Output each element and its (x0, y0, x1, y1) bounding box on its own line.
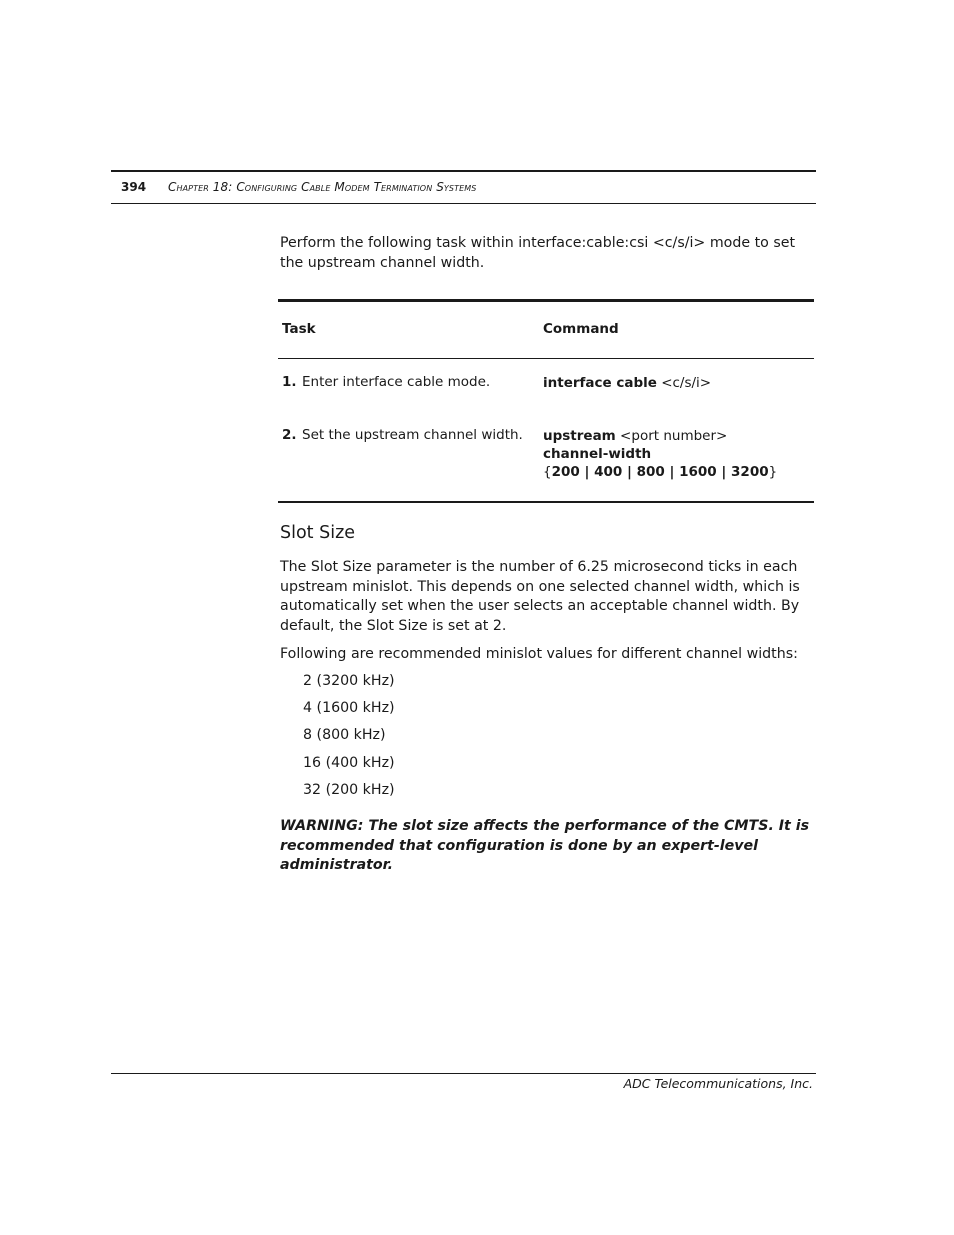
brace-open: { (543, 464, 552, 480)
step-number: 1. (282, 374, 297, 390)
command-keyword: channel-width (543, 446, 652, 462)
command-text (543, 374, 711, 392)
step-number: 2. (282, 427, 297, 443)
task-description: Set the upstream channel width. (302, 427, 523, 443)
command-argument: <port number> (615, 428, 728, 444)
section-heading: Slot Size (280, 523, 356, 543)
command-argument: <c/s/i> (656, 375, 712, 391)
recommended-values-intro: Following are recommended minislot values for different channel widths: (280, 646, 798, 662)
list-item: 2 (3200 kHz) (303, 673, 395, 689)
minislot-values-list (303, 672, 395, 808)
command-options: 200 | 400 | 800 | 1600 | 3200 (551, 464, 769, 480)
brace-close: } (768, 464, 778, 480)
task-description: Enter interface cable mode. (302, 374, 491, 390)
table-header-command: Command (543, 321, 619, 337)
task-command-table (278, 299, 814, 503)
list-item: 32 (200 kHz) (303, 781, 395, 798)
chapter-title: Chapter 18: Configuring Cable Modem Termination Systems (168, 180, 477, 194)
slot-size-description: The Slot Size parameter is the number of 6.25 microsecond ticks in each upstream minislot. This depends on one selected channel width, which is automatically set when the user selects an acceptable channel width. By default, the Slot Size is set at 2. (280, 559, 800, 634)
table-header-divider (278, 358, 814, 359)
intro-paragraph: Perform the following task within interface:cable:csi <c/s/i> mode to set the upstream channel width. (280, 235, 796, 271)
command-text (543, 427, 777, 481)
list-item: 16 (400 kHz) (303, 754, 395, 771)
footer-company: ADC Telecommunications, Inc. (623, 1076, 813, 1091)
list-item: 4 (1600 kHz) (303, 700, 395, 717)
command-keyword: interface cable (543, 375, 657, 391)
footer-divider (111, 1073, 816, 1074)
warning-note: WARNING: The slot size affects the performance of the CMTS. It is recommended that configuration is done by an expert-level administrator. (280, 818, 810, 873)
table-header-task: Task (282, 321, 316, 337)
command-keyword: upstream (543, 428, 616, 444)
list-item: 8 (800 kHz) (303, 727, 386, 744)
page-header (111, 170, 816, 204)
page-number: 394 (121, 180, 147, 194)
